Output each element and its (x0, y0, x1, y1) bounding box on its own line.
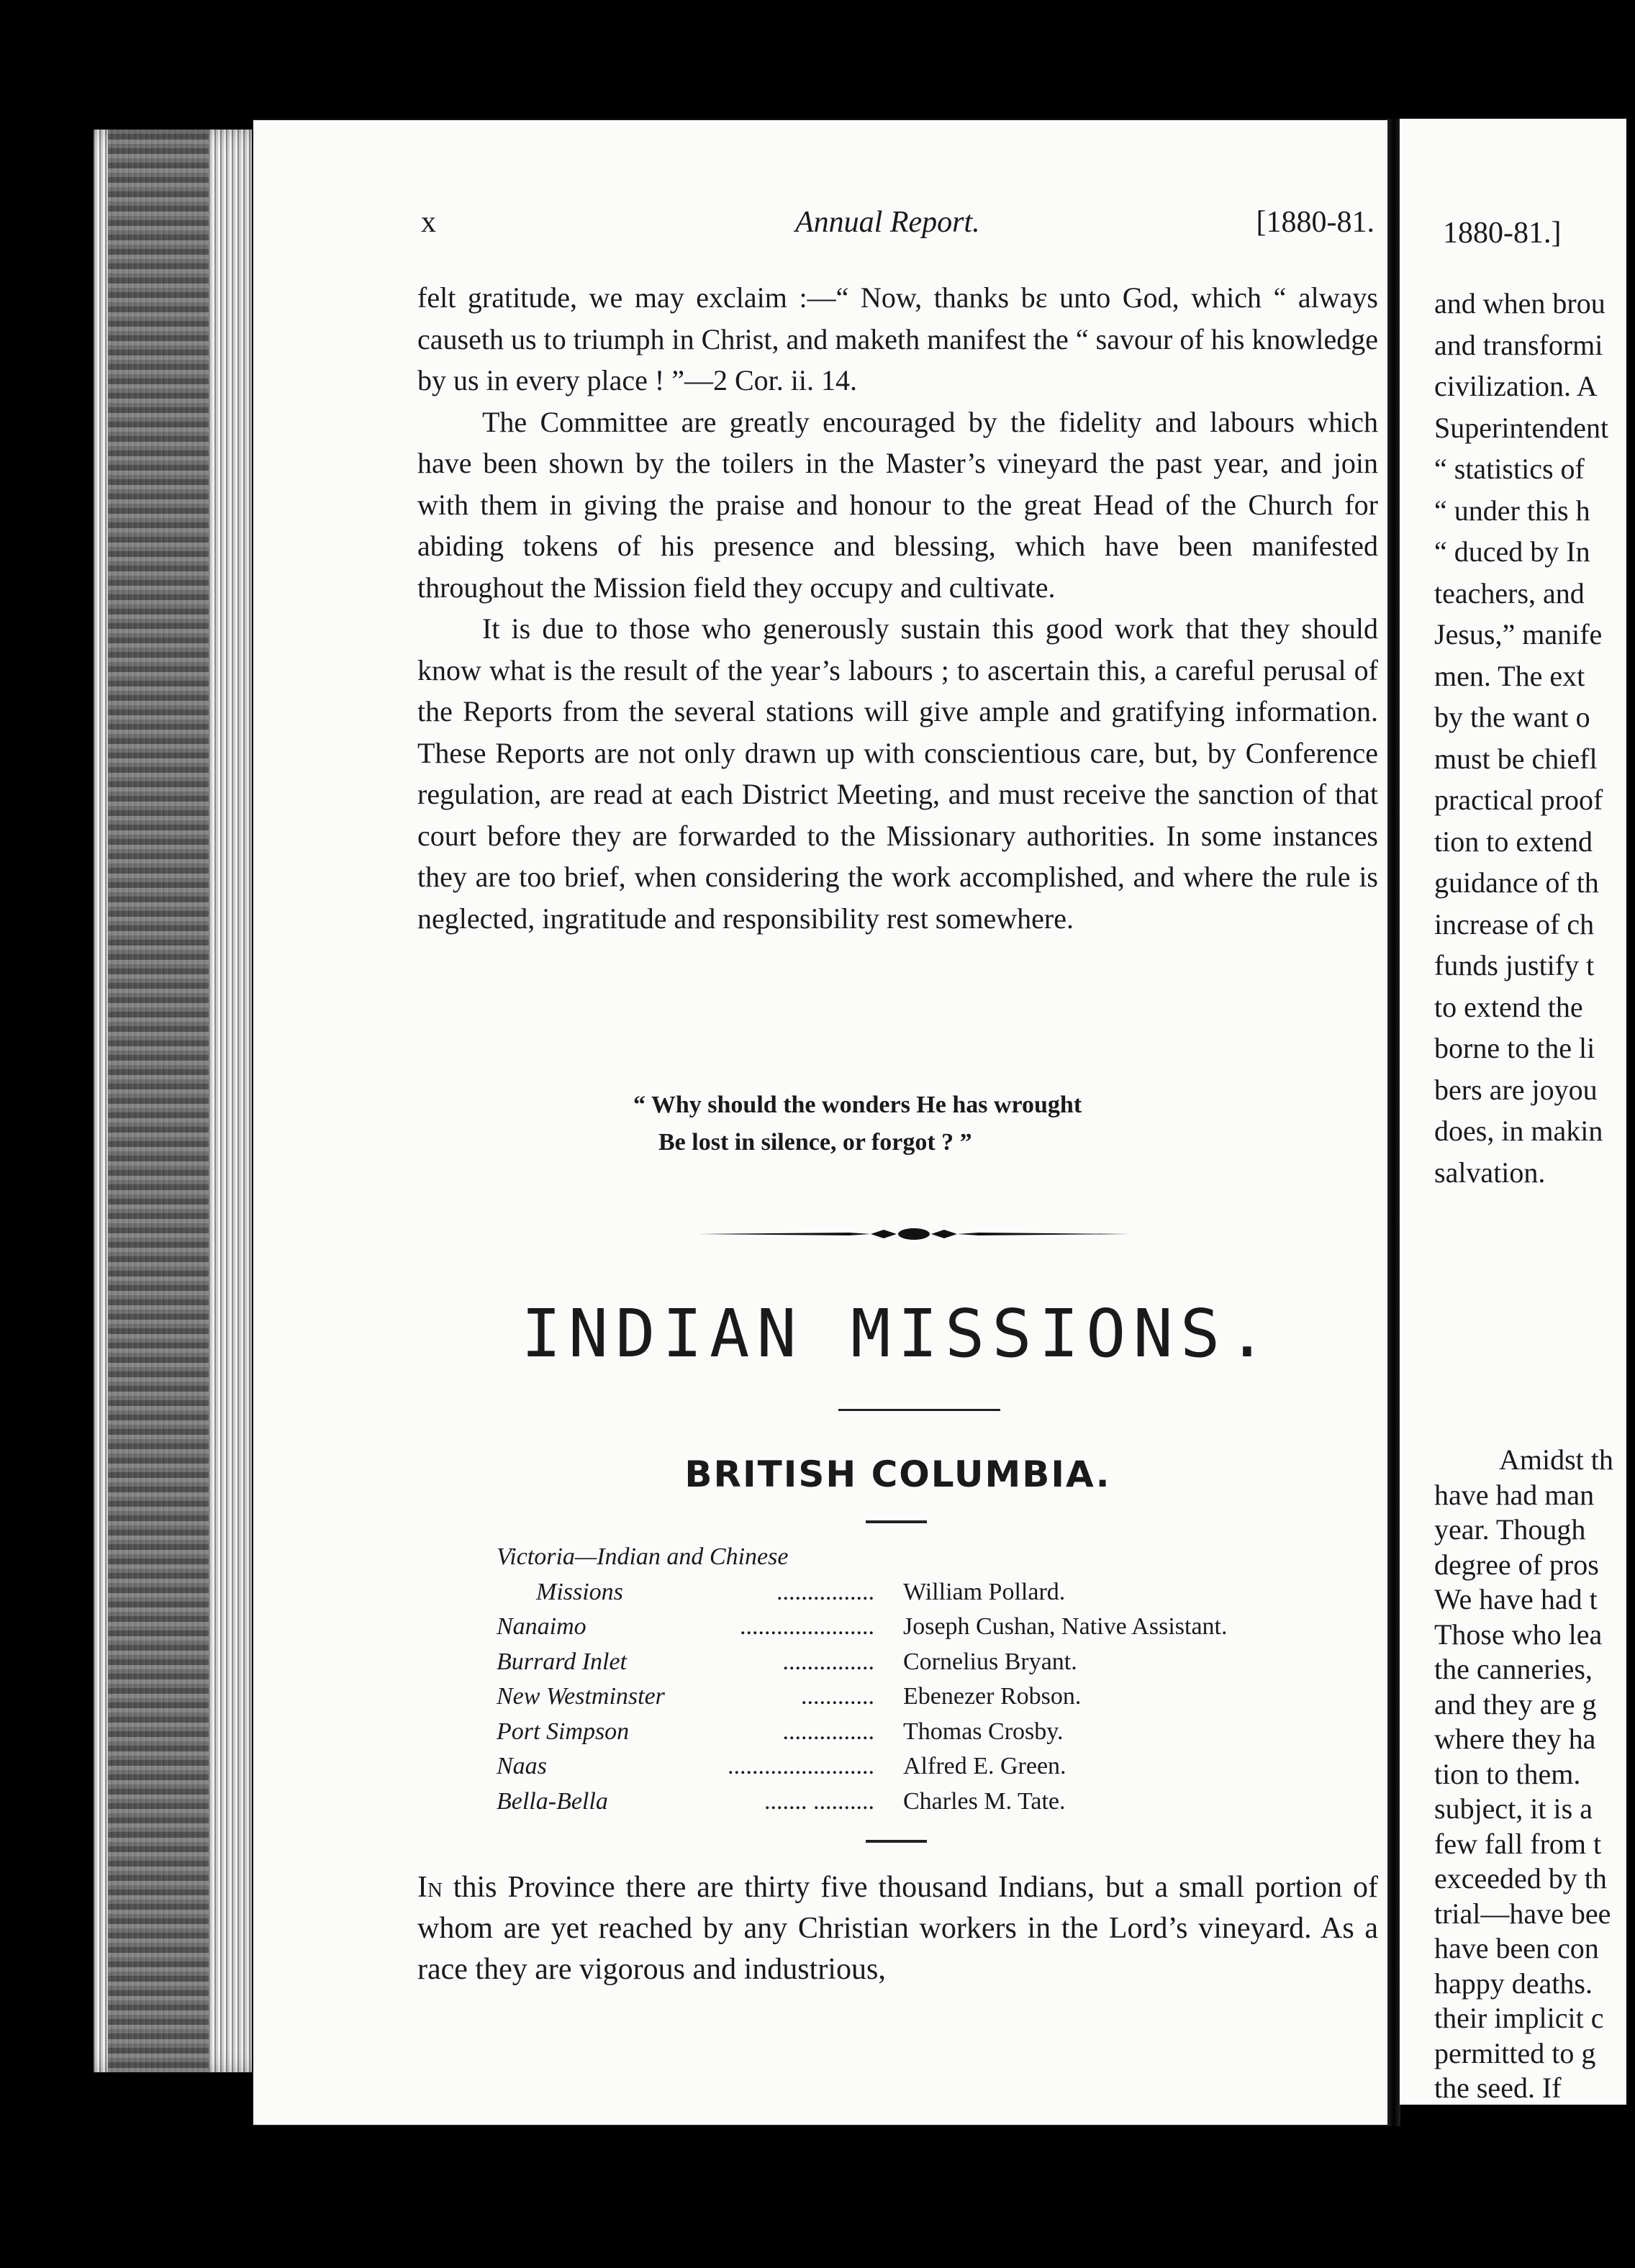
text-line: where they ha (1434, 1723, 1596, 1755)
leader-dots: ................ (776, 1578, 874, 1605)
text-line: tion to extend (1434, 825, 1593, 858)
quote-block (633, 1087, 1180, 1161)
text-line: and transformi (1434, 328, 1603, 361)
station-place: Missions (536, 1578, 623, 1605)
station-place: Naas (497, 1753, 547, 1779)
final-paragraph (417, 1867, 1378, 1990)
text-line: increase of ch (1434, 907, 1595, 940)
text-line: permitted to g (1434, 2036, 1596, 2069)
missionary-name: Alfred E. Green. (903, 1753, 1066, 1779)
text-line: few fall from t (1434, 1827, 1602, 1860)
text-line: does, in makin (1434, 1115, 1603, 1147)
station-row (497, 1645, 1396, 1680)
text-line: guidance of th (1434, 866, 1599, 899)
text-line: borne to the li (1434, 1032, 1595, 1064)
text-line: the canneries, (1434, 1653, 1593, 1685)
station-place: Port Simpson (497, 1718, 630, 1745)
leader-dots: ...................... (740, 1613, 874, 1640)
leader-dots: ....... .......... (764, 1787, 874, 1815)
body-paragraphs (417, 277, 1378, 939)
text-line: “ duced by In (1434, 535, 1590, 568)
text-line: trial—have bee (1434, 1897, 1611, 1930)
text-line: degree of pros (1434, 1548, 1599, 1581)
text-line: tion to them. (1434, 1757, 1581, 1790)
leader-dots: ............ (801, 1683, 874, 1710)
text-line: “ statistics of (1434, 453, 1585, 485)
text-line: the seed. If (1434, 2072, 1562, 2104)
station-place: New Westminster (497, 1683, 665, 1710)
page-number: x (421, 206, 436, 239)
station-row (497, 1749, 1396, 1784)
missionary-name: Thomas Crosby. (903, 1718, 1064, 1745)
text-line: subject, it is a (1434, 1792, 1593, 1825)
station-row (497, 1575, 1396, 1610)
station-place: Nanaimo (497, 1613, 586, 1640)
station-row (497, 1679, 1396, 1715)
text-line: to extend the (1434, 990, 1583, 1023)
leader-dots: ............... (782, 1718, 874, 1745)
text-line: funds justify t (1434, 949, 1595, 981)
text-line: year. Though (1434, 1513, 1586, 1546)
station-row (497, 1715, 1396, 1750)
text-line: We have had t (1434, 1583, 1598, 1615)
paragraph-1: felt gratitude, we may exclaim :—“ Now, thanks bε unto God, which “ always causeth us to triumph in Christ, and maketh manifest the “ savour of his knowledge by us in every place ! ”—2 Cor. ii. 14. (417, 281, 1378, 396)
text-line: have been con (1434, 1932, 1599, 1964)
text-line: must be chiefl (1434, 742, 1598, 775)
leader-dots: ............... (782, 1648, 874, 1675)
header-year: [1880-81. (1256, 206, 1374, 239)
text-line: happy deaths. (1434, 1967, 1593, 2000)
stations-rule (866, 1840, 927, 1843)
right-page-text-bottom (1434, 1443, 1613, 2105)
text-line: “ under this h (1434, 494, 1590, 527)
station-place: Burrard Inlet (497, 1648, 628, 1675)
section-heading: INDIAN MISSIONS. (521, 1295, 1274, 1372)
station-row (497, 1540, 1396, 1575)
paragraph-3: It is due to those who generously sustain this good work that they should know what is the result of the year’s labours ; to ascertain this, a careful perusal of the Reports from the several stations will give ample and gratifying information. These Reports are not only drawn up with conscientious care, but, by Conference regulation, are read at each District Meeting, and must receive the sanction of that court before they are forwarded to the Missionary authorities. In some instances they are too brief, when considering the work accomplished, and where the rule is neglected, ingratitude and responsibility rest somewhere. (417, 612, 1378, 935)
text-line: Amidst th (1499, 1443, 1613, 1476)
text-line: civilization. A (1434, 370, 1598, 402)
subsection-heading: BRITISH COLUMBIA. (684, 1453, 1111, 1495)
right-page-header: 1880-81.] (1443, 217, 1562, 250)
text-line: bers are joyou (1434, 1073, 1598, 1106)
text-line: practical proof (1434, 784, 1603, 816)
book-spine-shadow (108, 130, 209, 2072)
quote-line-2: Be lost in silence, or forgot ? ” (658, 1129, 972, 1156)
text-line: Those who lea (1434, 1618, 1603, 1651)
paragraph-lead: In (417, 1871, 443, 1904)
station-row (497, 1784, 1396, 1820)
book-gutter (1387, 119, 1400, 2126)
right-page-text-top (1434, 283, 1608, 1193)
running-title: Annual Report. (795, 206, 980, 239)
paragraph-2: The Committee are greatly encouraged by the fidelity and labours which have been shown by the toilers in the Master’s vineyard the past year, and join with them in giving the praise and honour to the great Head of the Church for abiding tokens of his presence and blessing, which have been manifested throughout the Mission field they occupy and cultivate. (417, 405, 1378, 604)
ornament-divider (698, 1223, 1130, 1245)
text-line: and when brou (1434, 287, 1605, 319)
missionary-name: Ebenezer Robson. (903, 1683, 1082, 1710)
right-page (1400, 119, 1626, 2105)
text-line: exceeded by th (1434, 1862, 1607, 1895)
text-line: men. The ext (1434, 659, 1585, 692)
text-line: their implicit c (1434, 2002, 1604, 2034)
text-line: and they are g (1434, 1687, 1597, 1720)
subheading-rule (866, 1520, 927, 1523)
quote-line-1: “ Why should the wonders He has wrought (633, 1092, 1082, 1118)
text-line: salvation. (1434, 1156, 1546, 1189)
missionary-name: William Pollard. (903, 1578, 1066, 1605)
missionary-name: Cornelius Bryant. (903, 1648, 1077, 1675)
station-place: Bella-Bella (497, 1787, 608, 1815)
leader-dots: ........................ (728, 1753, 874, 1779)
station-row (497, 1610, 1396, 1645)
station-place: Victoria—Indian and Chinese (497, 1543, 789, 1570)
stations-list (497, 1540, 1396, 1819)
text-line: Superintendent (1434, 411, 1609, 444)
heading-rule (838, 1409, 1000, 1411)
missionary-name: Charles M. Tate. (903, 1787, 1066, 1815)
page-header (421, 205, 1374, 248)
text-line: by the want o (1434, 701, 1590, 733)
text-line: teachers, and (1434, 576, 1585, 609)
text-line: Jesus,” manife (1434, 618, 1603, 650)
text-line: have had man (1434, 1478, 1595, 1511)
paragraph-text: this Province there are thirty five thousand Indians, but a small portion of whom are yet reached by any Christian workers in the Lord’s vineyard. As a race they are vigorous and industrious, (417, 1871, 1378, 1986)
missionary-name: Joseph Cushan, Native Assistant. (903, 1613, 1228, 1640)
